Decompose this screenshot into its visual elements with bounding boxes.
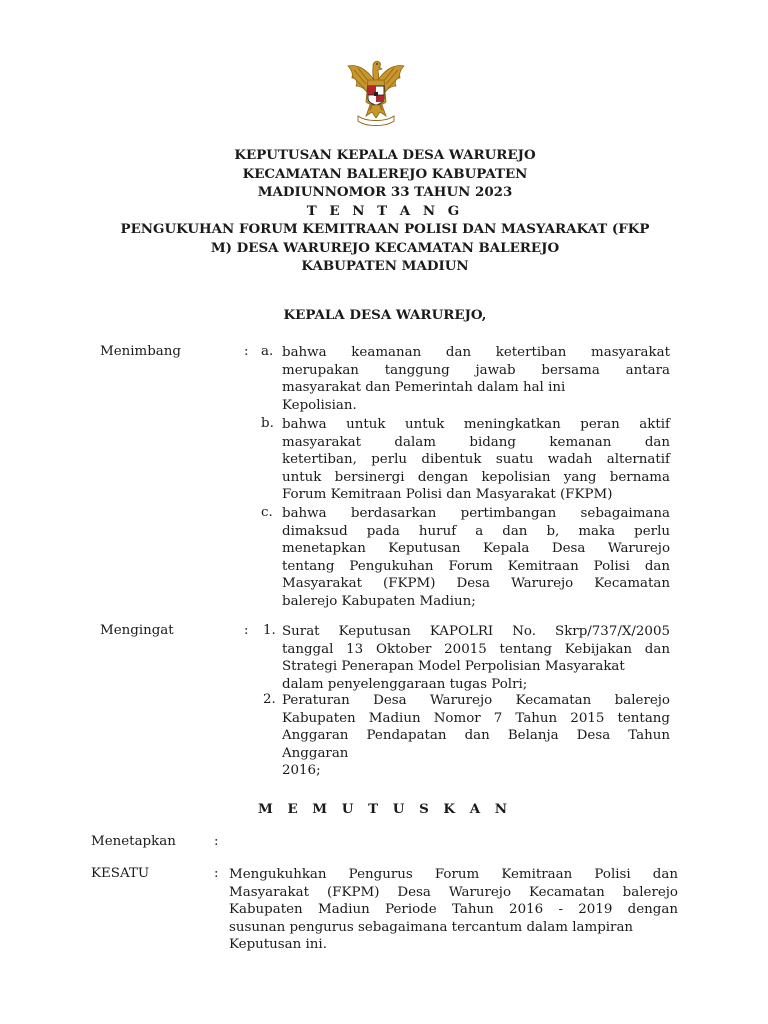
text-line: merupakan tanggung jawab bersama antara <box>282 362 670 378</box>
text-line: Peraturan Desa Warurejo Kecamatan balerejo <box>282 693 670 708</box>
mengingat-colon: : <box>244 623 249 638</box>
menetapkan-colon: : <box>214 834 219 849</box>
text-line: dimaksud pada huruf a dan b, maka perlu <box>282 523 670 539</box>
mengingat-2-marker: 2. <box>263 692 276 707</box>
kepala-desa-heading: KEPALA DESA WARUREJO, <box>283 307 487 323</box>
menetapkan-label: Menetapkan <box>91 834 176 849</box>
menimbang-item-b <box>282 416 670 504</box>
text-line: ketertiban, perlu dibentuk suatu wadah alternatif <box>282 452 670 467</box>
mengingat-item-1 <box>282 623 670 693</box>
text-line: bahwa berdasarkan pertimbangan sebagaimana <box>282 506 670 521</box>
text-line: dalam penyelenggaraan tugas Polri; <box>282 676 528 692</box>
menimbang-label: Menimbang <box>100 344 181 359</box>
text-line: bahwa keamanan dan ketertiban masyarakat <box>282 345 670 360</box>
subject-line-1: PENGUKUHAN FORUM KEMITRAAN POLISI DAN MASYARAKAT (FKP <box>120 221 650 237</box>
text-line: balerejo Kabupaten Madiun; <box>282 593 476 609</box>
text-line: Keputusan ini. <box>229 937 327 952</box>
text-line: Mengukuhkan Pengurus Forum Kemitraan Polisi dan <box>229 867 678 882</box>
menimbang-b-marker: b. <box>261 416 274 431</box>
text-line: Strategi Penerapan Model Perpolisian Masyarakat <box>282 659 625 674</box>
text-line: Masyarakat (FKPM) Desa Warurejo Kecamatan balerejo <box>229 884 678 900</box>
title-line-3: MADIUNNOMOR 33 TAHUN 2023 <box>257 184 513 200</box>
menimbang-item-c <box>282 505 670 610</box>
text-line: tanggal 13 Oktober 20015 tentang Kebijakan dan <box>282 641 670 657</box>
text-line: Kabupaten Madiun Nomor 7 Tahun 2015 tentang <box>282 710 670 726</box>
mengingat-label: Mengingat <box>100 623 174 638</box>
text-line: Kabupaten Madiun Periode Tahun 2016 - 2019 dengan <box>229 902 678 917</box>
title-line-2: KECAMATAN BALEREJO KABUPATEN <box>242 165 528 182</box>
text-line: Anggaran <box>282 745 349 761</box>
text-line: bahwa untuk untuk meningkatkan peran aktif <box>282 417 670 432</box>
text-line: Surat Keputusan KAPOLRI No. Skrp/737/X/2005 <box>282 624 670 639</box>
tentang-heading: T E N T A N G <box>306 202 464 219</box>
text-line: masyarakat dan Pemerintah dalam hal ini <box>282 380 566 395</box>
document-title-block <box>100 146 670 276</box>
text-line: Anggaran Pendapatan dan Belanja Desa Tahun <box>282 728 670 743</box>
menimbang-item-a <box>282 344 670 414</box>
menimbang-a-marker: a. <box>261 344 274 359</box>
subject-line-3: KABUPATEN MADIUN <box>301 258 469 274</box>
menimbang-colon: : <box>244 344 249 359</box>
subject-line-2: M) DESA WARUREJO KECAMATAN BALEREJO <box>210 239 560 256</box>
text-line: Masyarakat (FKPM) Desa Warurejo Kecamatan <box>282 576 670 591</box>
text-line: untuk bersinergi dengan kepolisian yang bernama <box>282 469 670 485</box>
text-line: tentang Pengukuhan Forum Kemitraan Polisi dan <box>282 558 670 574</box>
text-line: Kepolisian. <box>282 397 357 413</box>
kesatu-text <box>229 866 678 954</box>
mengingat-1-marker: 1. <box>263 623 276 638</box>
title-line-1: KEPUTUSAN KEPALA DESA WARUREJO <box>234 147 536 163</box>
kesatu-colon: : <box>214 866 219 881</box>
garuda-emblem-icon <box>344 58 408 130</box>
text-line: Forum Kemitraan Polisi dan Masyarakat (FKPM) <box>282 487 613 502</box>
text-line: susunan pengurus sebagaimana tercantum dalam lampiran <box>229 919 634 935</box>
memutuskan-heading: M E M U T U S K A N <box>257 801 513 817</box>
kesatu-label: KESATU <box>91 866 150 881</box>
mengingat-item-2 <box>282 692 670 780</box>
text-line: menetapkan Keputusan Kepala Desa Warurejo <box>282 541 670 556</box>
text-line: 2016; <box>282 763 321 778</box>
text-line: masyarakat dalam bidang kemanan dan <box>282 434 670 450</box>
menimbang-c-marker: c. <box>261 505 273 520</box>
